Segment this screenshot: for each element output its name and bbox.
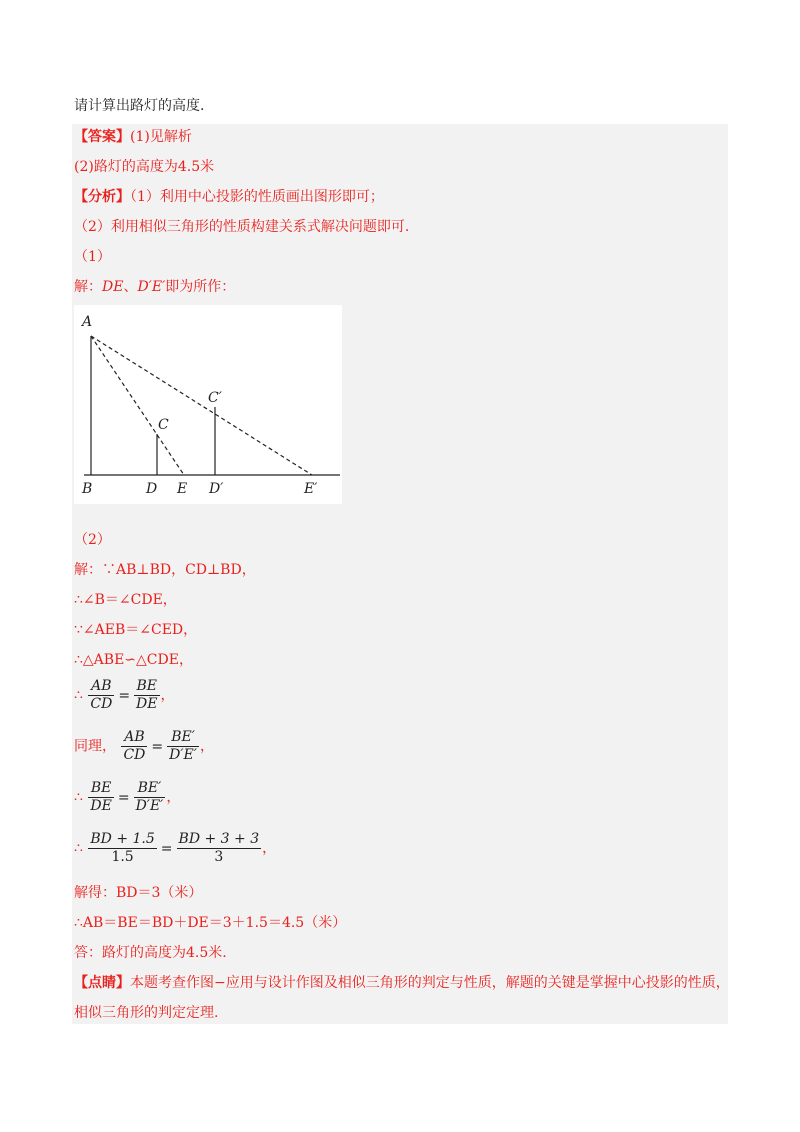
fraction-be-de-2: $\frac{BE}{DE}$ bbox=[90, 780, 112, 814]
part1-prefix: 解： bbox=[74, 279, 102, 295]
step-5: ∴ $\frac{AB}{CD}$ = $\frac{BE}{DE}$ ， bbox=[74, 678, 175, 712]
therefore-symbol: ∴ bbox=[74, 687, 83, 704]
answer-label: 【答案】 bbox=[74, 129, 130, 145]
step-6: 同理， $\frac{AB}{CD}$ = $\frac{BE'}{D'E'}$ ， bbox=[74, 729, 214, 763]
step-4: ∴△ABE∽△CDE， bbox=[74, 652, 193, 668]
answer-part-2: (2)路灯的高度为4.5米 bbox=[74, 159, 215, 175]
step-3: ∵∠AEB＝∠CED， bbox=[74, 622, 198, 638]
comment-text-1: 本题考查作图−应用与设计作图及相似三角形的判定与性质，解题的关键是掌握中心投影的性质， bbox=[130, 975, 730, 991]
fraction-be-prime: $\frac{BE'}{D'E'}$ bbox=[169, 729, 197, 763]
comment-line-1 bbox=[74, 973, 730, 993]
part1-sep: 、 bbox=[123, 279, 138, 295]
projection-diagram bbox=[74, 305, 342, 504]
ray-a-to-e bbox=[91, 336, 184, 475]
segment-de: DE bbox=[102, 279, 124, 295]
fraction-bd-1-5: $\frac{BD + 1.5}{1.5}$ bbox=[90, 831, 155, 865]
part2-heading: （2） bbox=[74, 532, 111, 548]
comment-label: 【点睛】 bbox=[74, 975, 130, 991]
label-b: B bbox=[82, 481, 93, 497]
therefore-symbol: ∴ bbox=[74, 789, 83, 806]
final-answer: 答：路灯的高度为4.5米. bbox=[74, 945, 227, 961]
analysis-text-2: （2）利用相似三角形的性质构建关系式解决问题即可. bbox=[74, 219, 410, 235]
label-d: D bbox=[146, 481, 158, 497]
label-e-prime: E′ bbox=[304, 481, 318, 497]
fraction-bd-3: $\frac{BD + 3 + 3}{3}$ bbox=[178, 831, 260, 865]
label-d-prime: D′ bbox=[209, 481, 224, 497]
fraction-ab-cd: $\frac{AB}{CD}$ bbox=[90, 678, 113, 712]
analysis-text-1: （1）利用中心投影的性质画出图形即可； bbox=[130, 189, 384, 205]
question-text: 请计算出路灯的高度. bbox=[74, 98, 205, 114]
similarly-text: 同理， bbox=[74, 738, 116, 755]
part1-suffix: 即为所作： bbox=[165, 279, 236, 295]
answer-part-1: (1)见解析 bbox=[130, 129, 192, 145]
step-7: ∴ $\frac{BE}{DE}$ = $\frac{BE'}{D'E'}$ ， bbox=[74, 780, 181, 814]
step-2: ∴∠B＝∠CDE， bbox=[74, 592, 177, 608]
projection-figure bbox=[74, 305, 342, 504]
analysis-label: 【分析】 bbox=[74, 189, 130, 205]
ray-a-to-e-prime bbox=[91, 336, 312, 475]
fraction-be-de: $\frac{BE}{DE}$ bbox=[136, 678, 158, 712]
step-9: 解得：BD＝3（米） bbox=[74, 885, 203, 901]
label-c-prime: C′ bbox=[208, 390, 222, 406]
step-1: 解：∵AB⊥BD，CD⊥BD， bbox=[74, 562, 256, 578]
analysis-line-1 bbox=[74, 187, 384, 207]
fraction-be-prime-2: $\frac{BE'}{D'E'}$ bbox=[135, 780, 164, 814]
step-10: ∴AB＝BE＝BD＋DE＝3＋1.5＝4.5（米） bbox=[74, 915, 347, 931]
step-8: ∴ $\frac{BD + 1.5}{1.5}$ = $\frac{BD + 3 + 3}{3}$ ， bbox=[74, 831, 277, 865]
part1-solution bbox=[74, 277, 235, 297]
fraction-ab-cd-2: $\frac{AB}{CD}$ bbox=[123, 729, 146, 763]
comment-text-2: 相似三角形的判定定理. bbox=[74, 1005, 219, 1021]
label-c: C bbox=[158, 417, 169, 433]
label-a: A bbox=[82, 314, 93, 330]
answer-line-1 bbox=[74, 127, 192, 147]
part1-heading: （1） bbox=[74, 249, 111, 265]
label-e: E bbox=[177, 481, 188, 497]
segment-de-prime: D′E′ bbox=[137, 279, 166, 295]
therefore-symbol: ∴ bbox=[74, 840, 83, 857]
